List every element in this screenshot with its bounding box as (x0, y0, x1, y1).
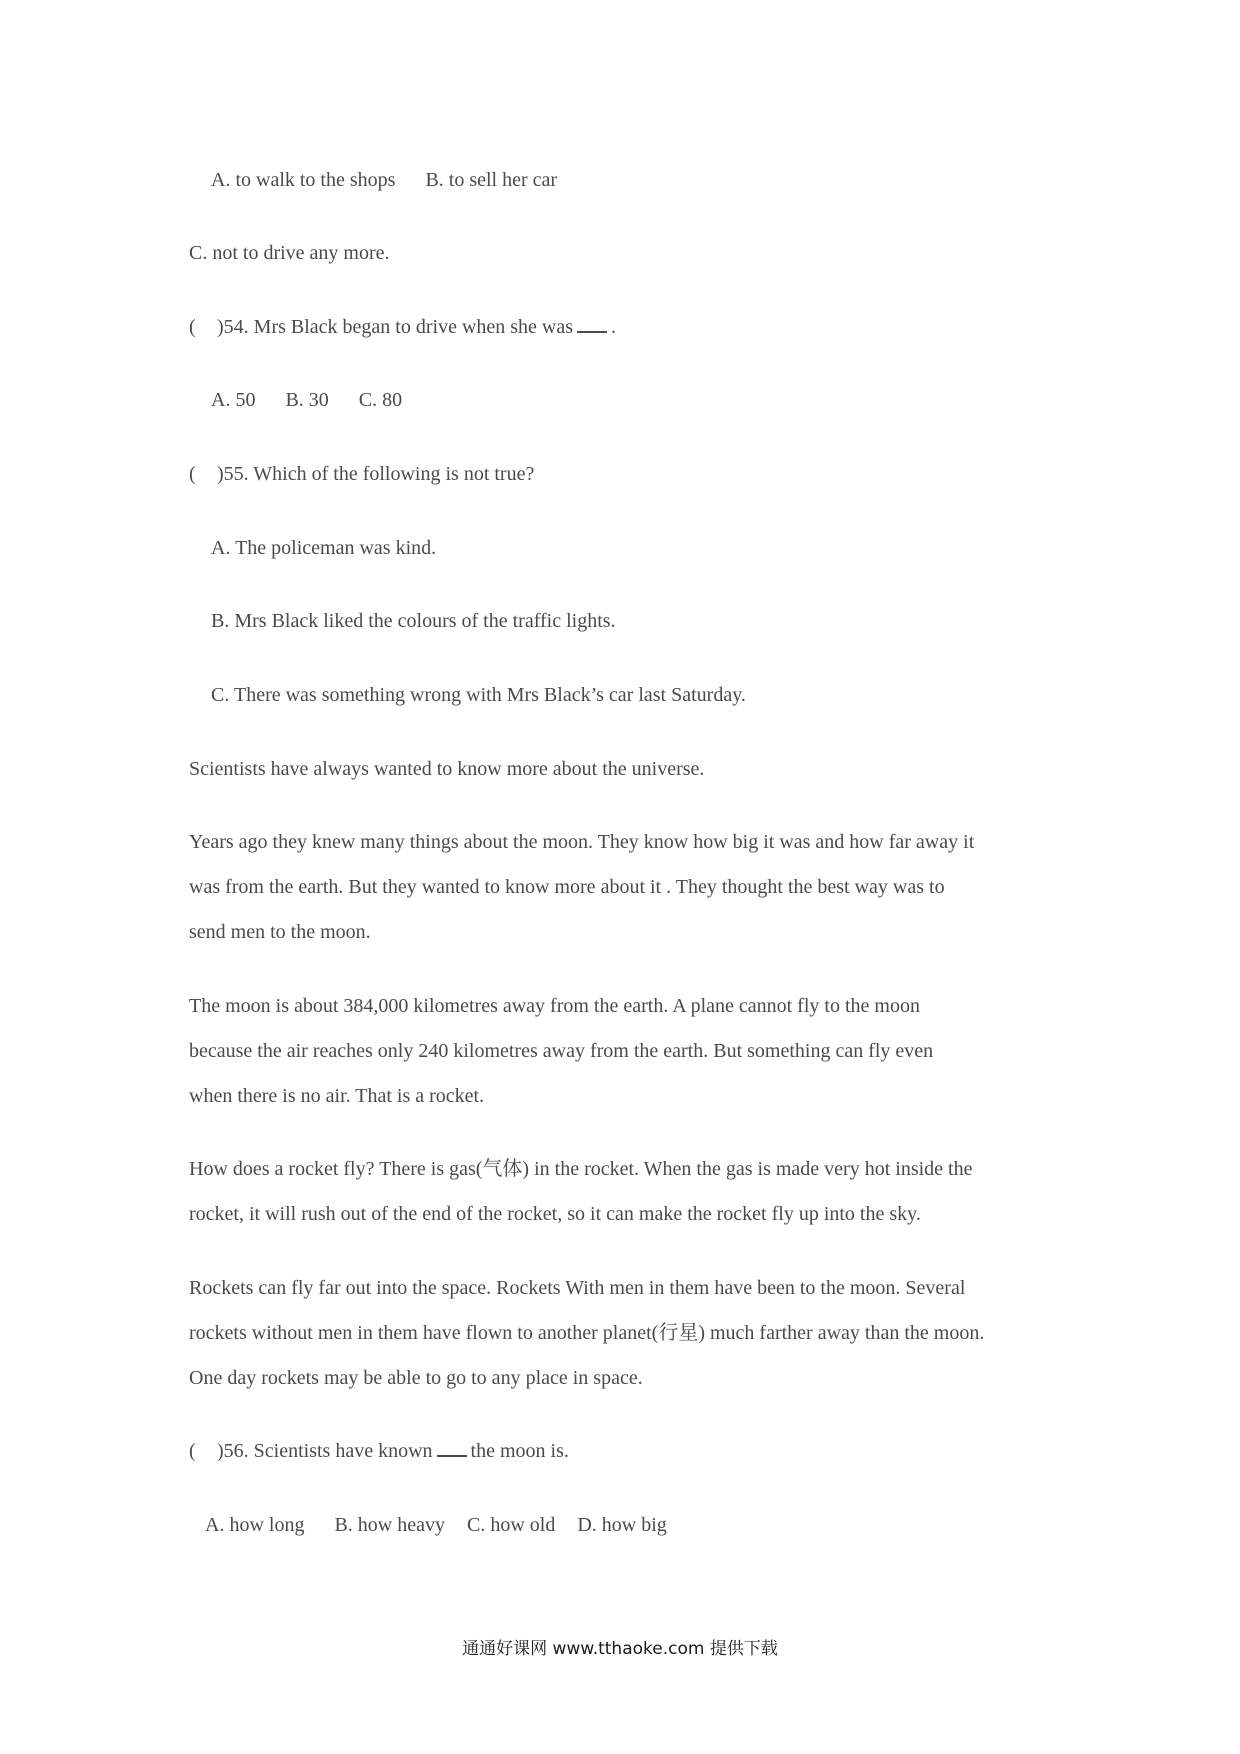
q54-option-c: C. 80 (358, 389, 403, 411)
q55-option-c: C. There was something wrong with Mrs Black’s car last Saturday. (211, 684, 746, 706)
q53-option-b: B. to sell her car (425, 169, 558, 191)
q54-option-a: A. 50 (211, 389, 256, 411)
passage-paragraph-2-line-2: was from the earth. But they wanted to know more about it . They thought the best way was to (189, 876, 945, 898)
q53-option-a: A. to walk to the shops (211, 169, 396, 191)
q54-option-b: B. 30 (285, 389, 329, 411)
q55-option-a: A. The policeman was kind. (211, 537, 437, 559)
page-footer: 通通好课网 www.tthaoke.com 提供下载 (462, 1639, 778, 1659)
question-55 (189, 462, 534, 486)
passage-paragraph-4-line-2: rocket, it will rush out of the end of the rocket, so it can make the rocket fly up into the sky. (189, 1203, 921, 1225)
question-54 (189, 315, 616, 339)
passage-paragraph-2-line-3: send men to the moon. (189, 921, 371, 943)
answer-paren: ( (189, 316, 196, 338)
question-56-options (205, 1513, 667, 1537)
passage-paragraph-3-line-2: because the air reaches only 240 kilometres away from the earth. But something can fly even (189, 1040, 934, 1062)
question-56 (189, 1439, 569, 1463)
question-56-stem: )56. Scientists have known (217, 1440, 433, 1462)
q56-option-a: A. how long (205, 1514, 305, 1536)
question-53-option-c (189, 241, 390, 265)
question-54-options (211, 388, 402, 412)
passage-paragraph-3-line-1: The moon is about 384,000 kilometres away from the earth. A plane cannot fly to the moon (189, 995, 920, 1017)
q55-option-b: B. Mrs Black liked the colours of the traffic lights. (211, 610, 616, 632)
q56-option-c: C. how old (467, 1514, 556, 1536)
question-54-end: . (611, 316, 617, 338)
question-53-options-row-1 (211, 168, 557, 192)
passage-paragraph-1: Scientists have always wanted to know more about the universe. (189, 758, 705, 780)
passage-paragraph-5-line-3: One day rockets may be able to go to any place in space. (189, 1367, 643, 1389)
answer-paren: ( (189, 1440, 196, 1462)
passage-paragraph-5-line-2: rockets without men in them have flown to another planet(行星) much farther away than the moon. (189, 1322, 985, 1344)
q53-option-c: C. not to drive any more. (189, 242, 390, 264)
question-56-end: the moon is. (470, 1440, 569, 1462)
passage-paragraph-2-line-1: Years ago they knew many things about the moon. They know how big it was and how far away it (189, 831, 975, 853)
answer-blank (577, 315, 607, 333)
q56-option-b: B. how heavy (334, 1514, 445, 1536)
question-55-stem: )55. Which of the following is not true? (217, 463, 535, 485)
q56-option-d: D. how big (577, 1514, 667, 1536)
passage-paragraph-4-line-1: How does a rocket fly? There is gas(气体) in the rocket. When the gas is made very hot inside the (189, 1158, 973, 1180)
answer-blank (437, 1439, 467, 1457)
answer-paren: ( (189, 463, 196, 485)
question-54-stem: )54. Mrs Black began to drive when she was (217, 316, 574, 338)
passage-paragraph-5-line-1: Rockets can fly far out into the space. Rockets With men in them have been to the moon. Several (189, 1277, 966, 1299)
passage-paragraph-3-line-3: when there is no air. That is a rocket. (189, 1085, 485, 1107)
